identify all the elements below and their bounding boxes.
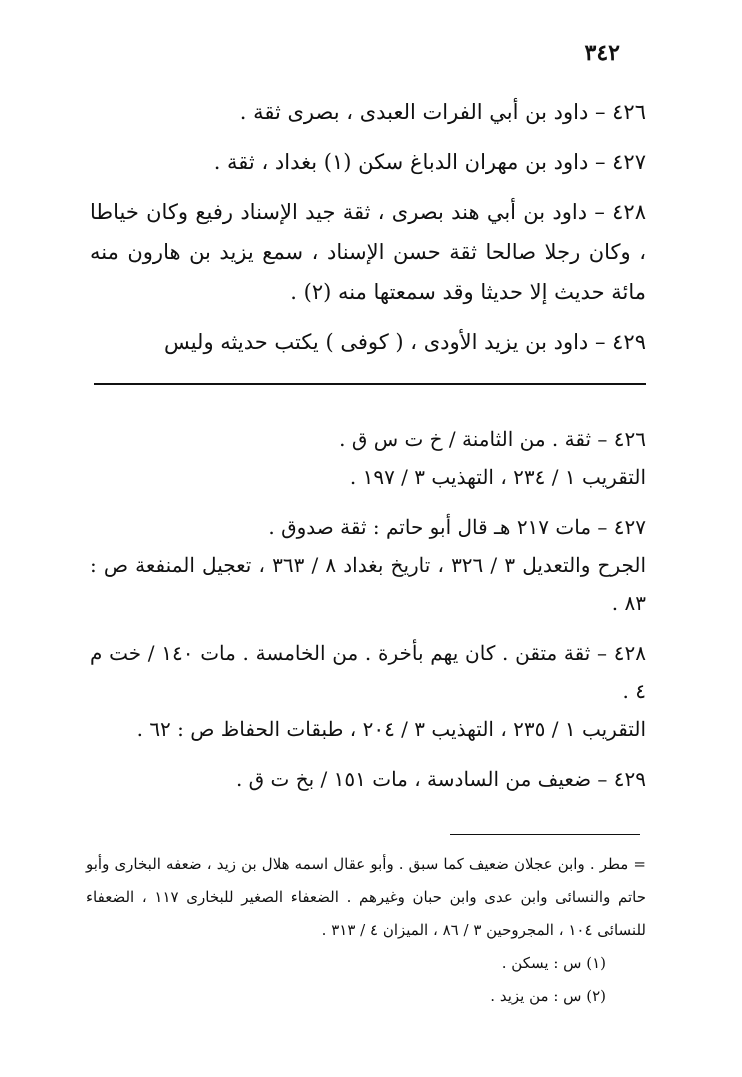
note-line: التقريب ١ / ٢٣٤ ، التهذيب ٣ / ١٩٧ . <box>349 465 646 489</box>
note-line: ضعيف من السادسة ، مات ١٥١ / بخ ت ق . <box>235 767 592 791</box>
entry-number: ٤٢٦ <box>612 100 646 124</box>
note-line: الجرح والتعديل ٣ / ٣٢٦ ، تاريخ بغداد ٨ / ٣٦٣ ، تعجيل المنفعة ص : ٨٣ . <box>90 553 647 615</box>
note-line: ثقة . من الثامنة / خ ت س ق . <box>339 427 592 451</box>
note-number: ٤٢٧ <box>613 515 646 539</box>
section-divider <box>94 383 646 385</box>
note-427: ٤٢٧ – مات ٢١٧ هـ قال أبو حاتم : ثقة صدوق . الجرح والتعديل ٣ / ٣٢٦ ، تاريخ بغداد ٨ / ٣٦٣ ، تعجيل المنفعة ص : ٨٣ . <box>90 508 646 622</box>
entry-number: ٤٢٧ <box>612 150 646 174</box>
main-text <box>90 92 646 372</box>
note-line: التقريب ١ / ٢٣٥ ، التهذيب ٣ / ٢٠٤ ، طبقات الحفاظ ص : ٦٢ . <box>136 717 646 741</box>
note-line: مات ٢١٧ هـ قال أبو حاتم : ثقة صدوق . <box>268 515 592 539</box>
main-entry-428: ٤٢٨ – داود بن أبي هند بصرى ، ثقة جيد الإسناد رفيع وكان خياطا ، وكان رجلا صالحا ثقة حسن الإسناد ، سمع يزيد بن هارون منه مائة حديث إلا حديثا وقد سمعتها منه (٢) . <box>90 200 646 304</box>
entry-text: داود بن أبي هند بصرى ، ثقة جيد الإسناد رفيع وكان خياطا ، وكان رجلا صالحا ثقة حسن الإسناد ، سمع يزيد بن هارون منه مائة حديث إلا حديثا وقد سمعتها منه (٢) . <box>90 200 646 304</box>
notes-section <box>90 420 646 810</box>
note-429: ٤٢٩ – ضعيف من السادسة ، مات ١٥١ / بخ ت ق . <box>235 767 646 791</box>
note-428: ٤٢٨ – ثقة متقن . كان يهم بأخرة . من الخامسة . مات ١٤٠ / خت م ٤ . التقريب ١ / ٢٣٥ ، التهذيب ٣ / ٢٠٤ ، طبقات الحفاظ ص : ٦٢ . <box>90 634 646 748</box>
note-number: ٤٢٦ <box>613 427 646 451</box>
note-number: ٤٢٨ <box>613 641 646 665</box>
footnote-1: (١) س : يسكن . <box>501 954 606 972</box>
footnote-2: (٢) س : من يزيد . <box>490 987 606 1005</box>
entry-text: داود بن مهران الدباغ سكن (١) بغداد ، ثقة . <box>213 150 589 174</box>
note-426: ٤٢٦ – ثقة . من الثامنة / خ ت س ق . التقريب ١ / ٢٣٤ ، التهذيب ٣ / ١٩٧ . <box>90 420 646 496</box>
entry-text: داود بن يزيد الأودى ، ( كوفى ) يكتب حديثه وليس <box>163 330 589 354</box>
entry-number: ٤٢٩ <box>612 330 646 354</box>
main-entry-429: ٤٢٩ – داود بن يزيد الأودى ، ( كوفى ) يكتب حديثه وليس <box>163 330 646 354</box>
main-entry-427: ٤٢٧ – داود بن مهران الدباغ سكن (١) بغداد ، ثقة . <box>213 150 646 174</box>
footnotes <box>86 848 646 1013</box>
entry-number: ٤٢٨ <box>612 200 646 224</box>
continuation-note: = مطر . وابن عجلان ضعيف كما سبق . وأبو عقال اسمه هلال بن زيد ، ضعفه البخارى وأبو حاتم والنسائى وابن عدى وابن حبان وغيرهم . الضعفاء الصغير للبخارى ١١٧ ، الضعفاء للنسائى ١٠٤ ، المجروحين ٣ / ٨٦ ، الميزان ٤ / ٣١٣ . <box>86 855 646 939</box>
entry-text: داود بن أبي الفرات العبدى ، بصرى ثقة . <box>239 100 589 124</box>
main-entry-426: ٤٢٦ – داود بن أبي الفرات العبدى ، بصرى ثقة . <box>239 100 646 124</box>
footnote-divider <box>450 834 640 835</box>
note-line: ثقة متقن . كان يهم بأخرة . من الخامسة . مات ١٤٠ / خت م ٤ . <box>90 641 646 703</box>
note-number: ٤٢٩ <box>613 767 646 791</box>
page-number: ٣٤٢ <box>584 40 620 66</box>
